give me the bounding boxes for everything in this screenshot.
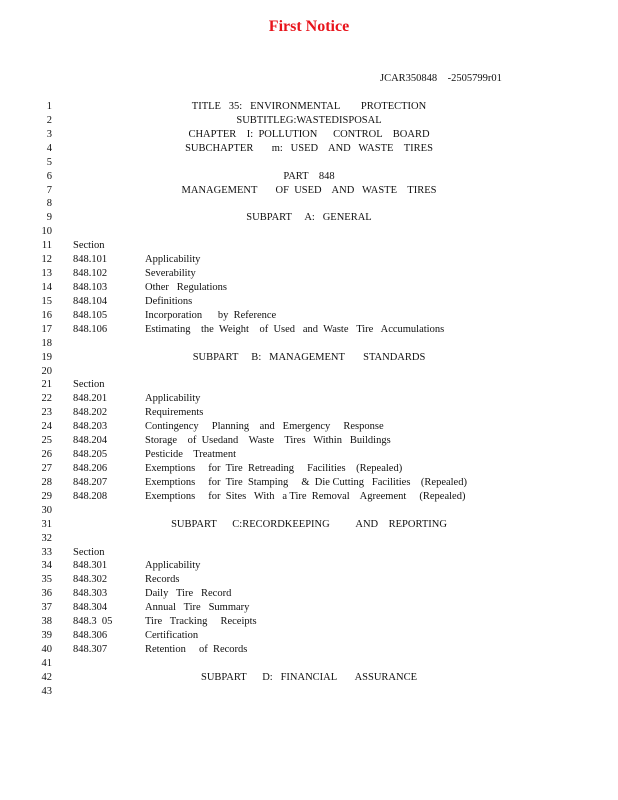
section-number: 848.205	[73, 449, 108, 461]
section-title: Annual Tire Summary	[145, 602, 250, 614]
document-line	[0, 211, 618, 225]
document-line	[0, 351, 618, 365]
section-title: Storage of Usedand Waste Tires Within Buildings	[145, 435, 391, 447]
document-line	[0, 601, 618, 615]
section-number: 848.104	[73, 295, 108, 307]
document-id: JCAR350848 -2505799r01	[380, 73, 502, 84]
section-title: Exemptions for Sites With a Tire Removal Agreement (Repealed)	[145, 490, 466, 502]
line-number: 25	[41, 435, 52, 447]
section-number: 848.208	[73, 490, 108, 502]
line-number: 21	[41, 379, 52, 391]
document-line	[0, 392, 618, 406]
section-title: Records	[145, 574, 180, 586]
line-number: 12	[41, 254, 52, 266]
line-number: 5	[46, 156, 52, 168]
line-number: 28	[41, 476, 52, 488]
section-title: Estimating the Weight of Used and Waste Tire Accumulations	[145, 323, 445, 335]
document-line	[0, 546, 618, 560]
document-line	[0, 378, 618, 392]
document-line	[0, 406, 618, 420]
line-number: 33	[41, 546, 52, 558]
line-number: 17	[41, 323, 52, 335]
section-number: 848.302	[73, 574, 108, 586]
line-number: 16	[41, 309, 52, 321]
document-line	[0, 476, 618, 490]
document-line	[0, 253, 618, 267]
section-title: Other Regulations	[145, 281, 227, 293]
line-number: 14	[41, 281, 52, 293]
line-number: 39	[41, 630, 52, 642]
document-line	[0, 629, 618, 643]
line-number: 2	[46, 114, 52, 126]
section-title: Applicability	[145, 254, 201, 266]
line-number: 20	[41, 365, 52, 377]
section-number: 848.304	[73, 602, 108, 614]
section-number: 848.303	[73, 588, 108, 600]
document-line	[0, 225, 618, 239]
document-line	[0, 671, 618, 685]
heading-text: SUBPART C:RECORDKEEPING AND REPORTING	[171, 518, 447, 530]
document-line	[0, 559, 618, 573]
line-number: 3	[46, 128, 52, 140]
document-line	[0, 267, 618, 281]
section-column-header: Section	[73, 240, 105, 252]
section-number: 848.106	[73, 323, 108, 335]
line-number: 15	[41, 295, 52, 307]
line-number: 29	[41, 490, 52, 502]
document-line	[0, 573, 618, 587]
heading-text: SUBPART A: GENERAL	[246, 212, 372, 224]
document-line	[0, 197, 618, 211]
heading-text: TITLE 35: ENVIRONMENTAL PROTECTION	[191, 101, 427, 112]
section-number: 848.206	[73, 462, 108, 474]
heading-text: CHAPTER I: POLLUTION CONTROL BOARD	[188, 128, 430, 140]
line-number: 37	[41, 602, 52, 614]
section-title: Applicability	[145, 393, 201, 405]
heading-text: SUBCHAPTER m: USED AND WASTE TIRES	[185, 142, 433, 154]
section-number: 848.105	[73, 309, 108, 321]
section-title: Contingency Planning and Emergency Response	[145, 421, 384, 433]
heading-text: SUBPART B: MANAGEMENT STANDARDS	[192, 351, 426, 363]
line-number: 24	[41, 421, 52, 433]
line-number: 35	[41, 574, 52, 586]
line-number: 36	[41, 588, 52, 600]
document-line	[0, 420, 618, 434]
section-title: Retention of Records	[145, 643, 248, 655]
section-number: 848.201	[73, 393, 108, 405]
document-line	[0, 504, 618, 518]
line-number: 26	[41, 449, 52, 461]
document-line	[0, 128, 618, 142]
line-number: 9	[46, 212, 52, 224]
section-number: 848.3 05	[73, 616, 113, 628]
line-number: 41	[41, 657, 52, 669]
document-line	[0, 615, 618, 629]
heading-text: SUBTITLEG:WASTEDISPOSAL	[236, 114, 382, 126]
section-number: 848.207	[73, 476, 108, 488]
line-number: 23	[41, 407, 52, 419]
line-number: 10	[41, 226, 52, 238]
line-number: 13	[41, 268, 52, 280]
section-number: 848.102	[73, 268, 108, 280]
line-number: 34	[41, 560, 52, 572]
document-line	[0, 532, 618, 546]
line-number: 30	[41, 504, 52, 516]
document-line	[0, 587, 618, 601]
line-number: 18	[41, 337, 52, 349]
document-line	[0, 239, 618, 253]
section-number: 848.301	[73, 560, 108, 572]
line-number: 4	[46, 142, 52, 154]
document-line	[0, 490, 618, 504]
document-line	[0, 434, 618, 448]
document-line	[0, 462, 618, 476]
document-line	[0, 365, 618, 379]
section-title: Daily Tire Record	[145, 588, 232, 600]
line-number: 32	[41, 532, 52, 544]
line-number: 7	[46, 184, 52, 196]
document-line	[0, 337, 618, 351]
section-number: 848.103	[73, 281, 108, 293]
document-line	[0, 657, 618, 671]
section-title: Applicability	[145, 560, 201, 572]
section-number: 848.306	[73, 630, 108, 642]
section-number: 848.203	[73, 421, 108, 433]
heading-text: PART 848	[283, 170, 335, 182]
section-title: Requirements	[145, 407, 204, 419]
document-line	[0, 142, 618, 156]
line-number: 42	[41, 671, 52, 683]
document-line	[0, 518, 618, 532]
document-line	[0, 323, 618, 337]
first-notice-heading: First Notice	[268, 18, 350, 35]
section-title: Definitions	[145, 295, 193, 307]
line-number: 27	[41, 462, 52, 474]
document-line	[0, 100, 618, 114]
document-line	[0, 448, 618, 462]
line-number: 6	[46, 170, 52, 182]
section-title: Incorporation by Reference	[145, 309, 277, 321]
section-title: Exemptions for Tire Stamping & Die Cutting Facilities (Repealed)	[145, 476, 467, 488]
document-line	[0, 156, 618, 170]
line-number: 43	[41, 685, 52, 697]
section-number: 848.307	[73, 643, 108, 655]
section-title: Exemptions for Tire Retreading Facilities (Repealed)	[145, 462, 403, 474]
section-title: Severability	[145, 268, 196, 280]
section-column-header: Section	[73, 379, 105, 391]
section-number: 848.202	[73, 407, 108, 419]
line-number: 40	[41, 643, 52, 655]
section-column-header: Section	[73, 546, 105, 558]
section-title: Pesticide Treatment	[145, 449, 236, 461]
section-title: Certification	[145, 630, 199, 642]
line-number: 19	[41, 351, 52, 363]
heading-text: MANAGEMENT OF USED AND WASTE TIRES	[181, 184, 437, 196]
document-line	[0, 685, 618, 699]
document-line	[0, 643, 618, 657]
document-line	[0, 295, 618, 309]
line-number: 38	[41, 616, 52, 628]
line-number: 31	[41, 518, 52, 530]
line-number: 11	[41, 240, 52, 252]
document-line	[0, 309, 618, 323]
document-line	[0, 114, 618, 128]
section-title: Tire Tracking Receipts	[145, 616, 257, 628]
document-line	[0, 170, 618, 184]
document-line	[0, 281, 618, 295]
section-number: 848.204	[73, 435, 108, 447]
line-number: 8	[46, 198, 52, 210]
line-number: 1	[46, 101, 52, 112]
section-number: 848.101	[73, 254, 108, 266]
line-number: 22	[41, 393, 52, 405]
numbered-lines	[0, 100, 618, 699]
heading-text: SUBPART D: FINANCIAL ASSURANCE	[200, 671, 418, 683]
document-line	[0, 184, 618, 198]
